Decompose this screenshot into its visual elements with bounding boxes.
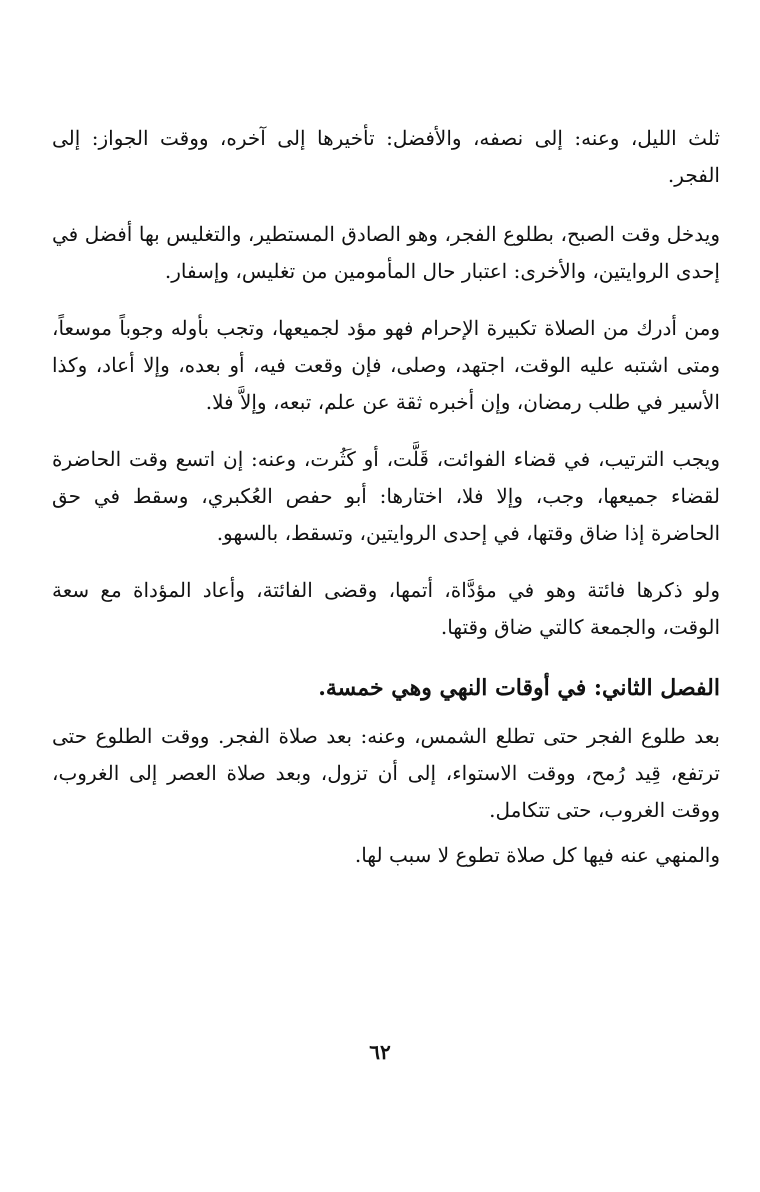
section-heading: الفصل الثاني: في أوقات النهي وهي خمسة. [318, 675, 720, 701]
paragraph-forbidden-times: بعد طلوع الفجر حتى تطلع الشمس، وعنه: بعد صلاة الفجر. ووقت الطلوع حتى ترتفع، قِيد رُمح، ووقت الاستواء، إلى أن تزول، وبعد صلاة العصر إلى الغروب، ووقت الغروب، حتى تتكامل. [52, 724, 720, 822]
page-body [52, 120, 720, 874]
paragraph-forbidden-prayer: والمنهي عنه فيها كل صلاة تطوع لا سبب لها. [354, 843, 720, 867]
paragraph-takbir: ومن أدرك من الصلاة تكبيرة الإحرام فهو مؤد لجميعها، وتجب بأوله وجوباً موسعاً، ومتى اشتبه عليه الوقت، اجتهد، وصلى، فإن وقعت فيه، أو بعده، وإلا أعاد، وكذا الأسير في طلب رمضان، وإن أخبره ثقة عن علم، تبعه، وإلاَّ فلا. [52, 316, 720, 414]
paragraph-night-time: ثلث الليل، وعنه: إلى نصفه، والأفضل: تأخيرها إلى آخره، ووقت الجواز: إلى الفجر. [52, 126, 720, 187]
page-number: ٦٢ [369, 1040, 391, 1064]
paragraph-fajr-time: ويدخل وقت الصبح، بطلوع الفجر، وهو الصادق المستطير، والتغليس بها أفضل في إحدى الروايتين، والأخرى: اعتبار حال المأمومين من تغليس، وإسفار. [52, 222, 720, 283]
paragraph-tartib: ويجب الترتيب، في قضاء الفوائت، قَلَّت، أو كَثُرت، وعنه: إن اتسع وقت الحاضرة لقضاء جميعها، وجب، وإلا فلا، اختارها: أبو حفص العُكبري، وسقط في حق الحاضرة إذا ضاق وقتها، في إحدى الروايتين، وتسقط، بالسهو. [52, 447, 720, 545]
paragraph-missed-prayer: ولو ذكرها فائتة وهو في مؤدَّاة، أتمها، وقضى الفائتة، وأعاد المؤداة مع سعة الوقت، والجمعة كالتي ضاق وقتها. [52, 578, 720, 639]
